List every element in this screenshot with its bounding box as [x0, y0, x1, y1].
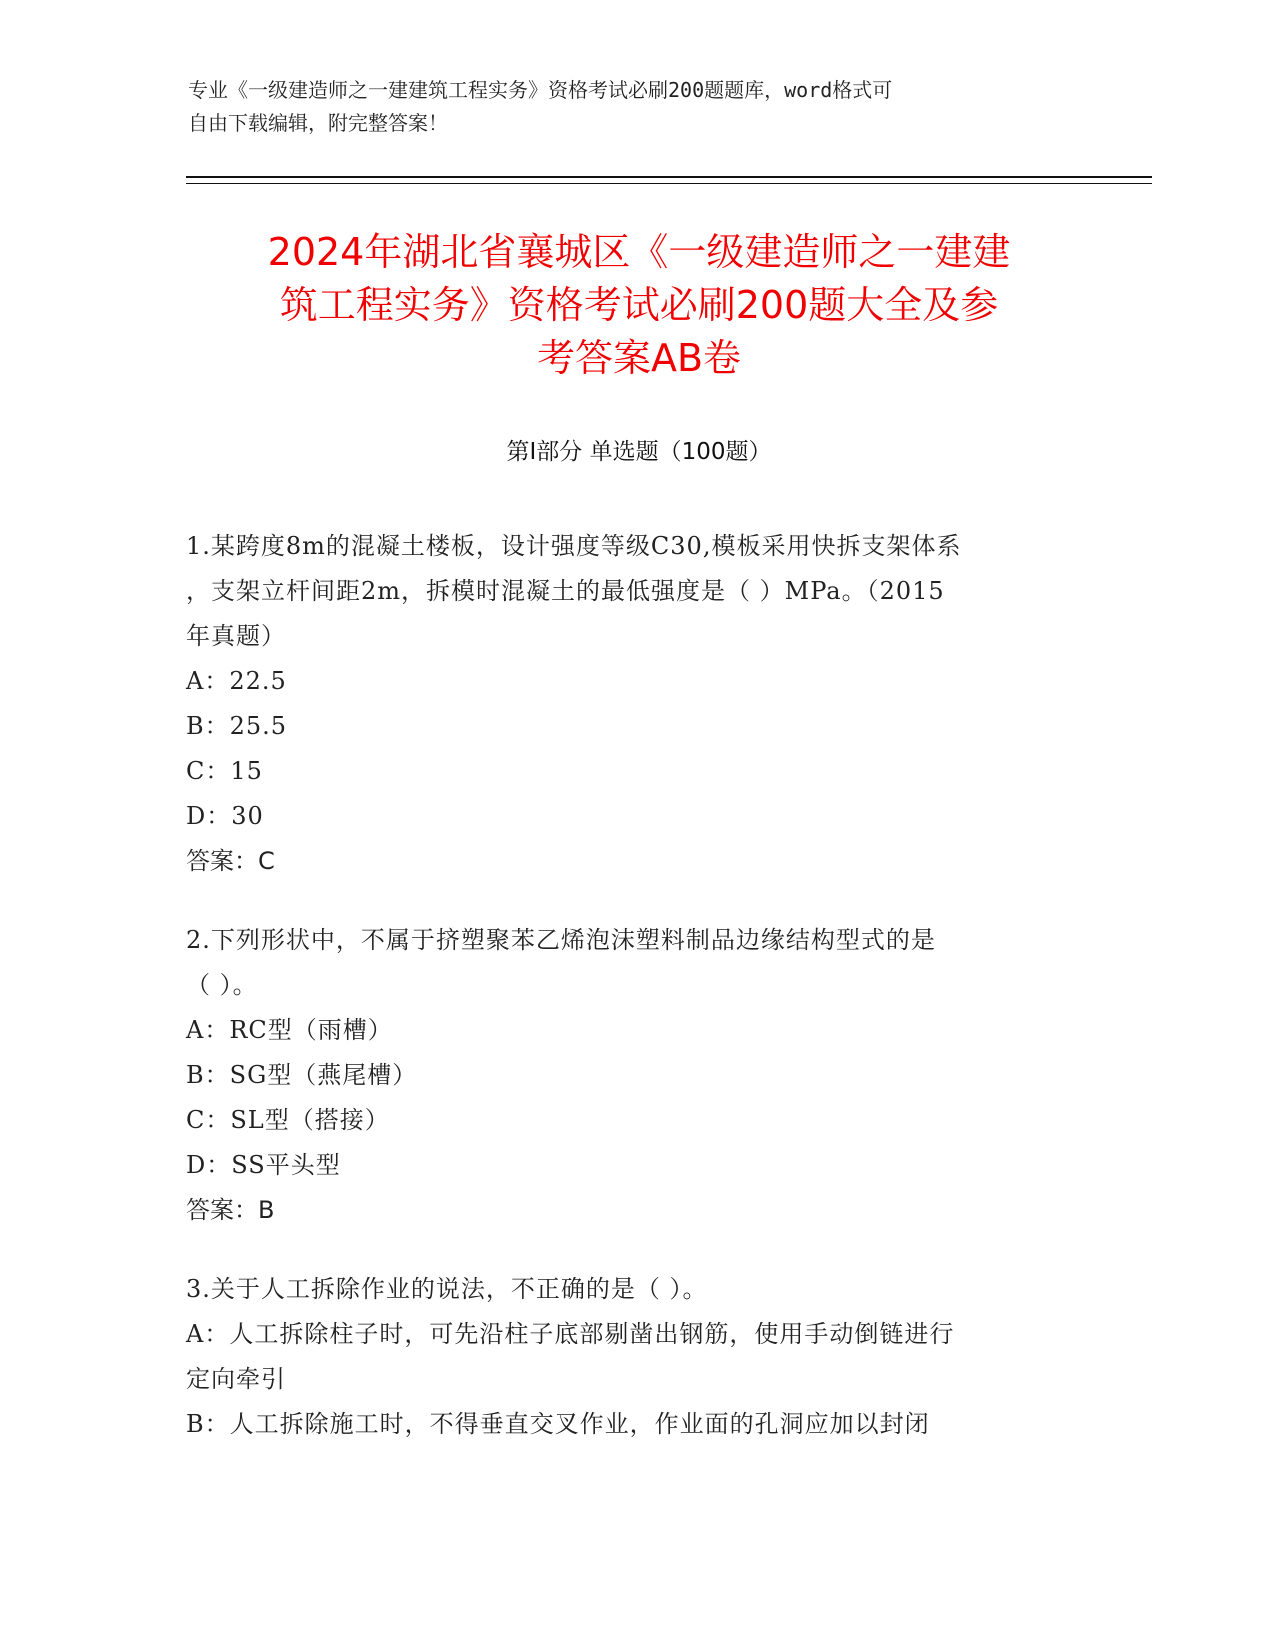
question-stem-line: 3.关于人工拆除作业的说法，不正确的是（ ）。: [186, 1275, 708, 1303]
question-3: [186, 1267, 1092, 1447]
option-a-continued: 定向牵引: [186, 1365, 286, 1393]
option-c: C：15: [186, 757, 263, 785]
part-heading: 第Ⅰ部分 单选题（100题）: [506, 439, 772, 465]
option-c: C：SL型（搭接）: [186, 1106, 390, 1134]
option-d: D：30: [186, 802, 264, 830]
document-title: [186, 226, 1092, 385]
question-2: [186, 918, 1092, 1233]
question-1: [186, 524, 1092, 884]
header-divider-thin: [186, 183, 1152, 184]
title-line: 筑工程实务》资格考试必刷200题大全及参: [279, 283, 999, 327]
title-line: 2024年湖北省襄城区《一级建造师之一建建: [267, 230, 1011, 274]
title-line: 考答案AB卷: [536, 336, 742, 380]
header-note-line: 自由下载编辑，附完整答案！: [188, 111, 448, 135]
header-note-line: 专业《一级建造师之一建建筑工程实务》资格考试必刷200题题库，word格式可: [188, 78, 893, 102]
question-stem-line: 1.某跨度8m的混凝土楼板，设计强度等级C30,模板采用快拆支架体系: [186, 532, 962, 560]
option-b: B：人工拆除施工时，不得垂直交叉作业，作业面的孔洞应加以封闭: [186, 1410, 930, 1438]
question-stem-line: ，支架立杆间距2m，拆模时混凝土的最低强度是（ ）MPa。（2015: [186, 577, 945, 605]
option-a: A：RC型（雨槽）: [186, 1016, 393, 1044]
question-stem-line: 2.下列形状中，不属于挤塑聚苯乙烯泡沫塑料制品边缘结构型式的是: [186, 926, 936, 954]
question-stem-line: （ ）。: [186, 971, 258, 999]
header-note: [188, 74, 1068, 140]
option-b: B：25.5: [186, 712, 288, 740]
option-b: B：SG型（燕尾槽）: [186, 1061, 418, 1089]
option-d: D：SS平头型: [186, 1151, 341, 1179]
question-list: [186, 524, 1092, 1481]
option-a: A：22.5: [186, 667, 287, 695]
question-stem-line: 年真题）: [186, 622, 286, 650]
header-divider-thick: [186, 176, 1152, 178]
answer-key: 答案：C: [186, 847, 275, 875]
option-a: A：人工拆除柱子时，可先沿柱子底部剔凿出钢筋，使用手动倒链进行: [186, 1320, 955, 1348]
answer-key: 答案：B: [186, 1196, 275, 1224]
